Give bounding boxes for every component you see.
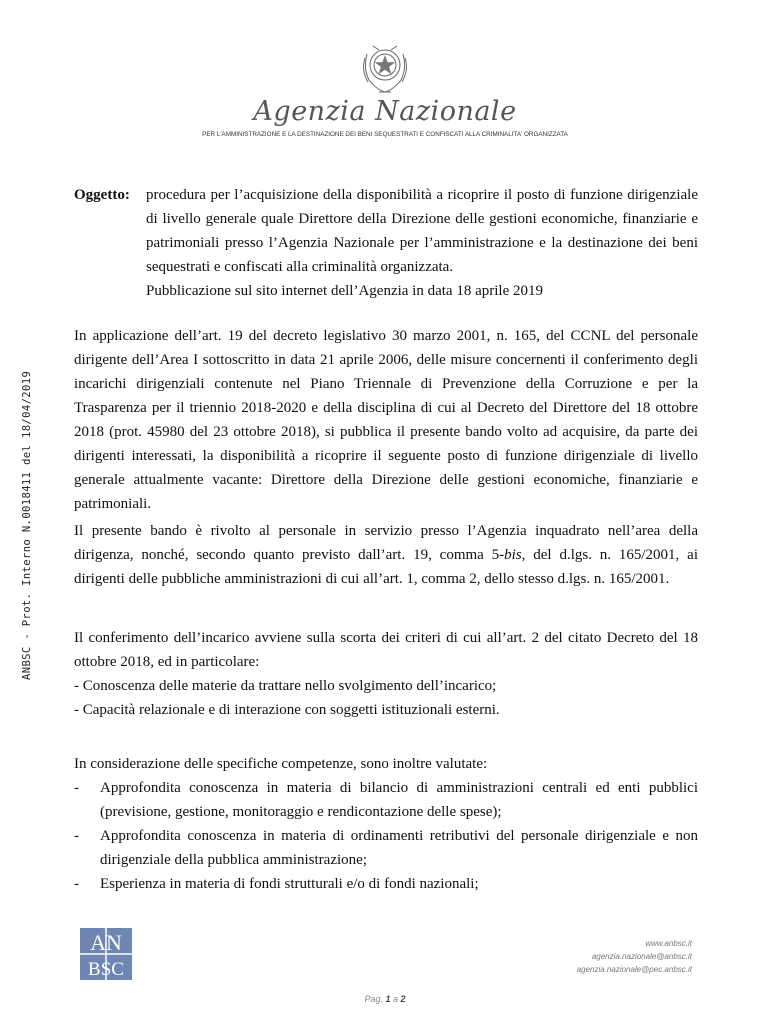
anbsc-logo	[80, 928, 132, 980]
paragraph-application: In applicazione dell’art. 19 del decreto legislativo 30 marzo 2001, n. 165, del CCNL del personale dirigente dell’Area I sottoscritto in data 21 aprile 2006, delle misure concernenti il conferimento degli incarichi dirigenziali contenute nel Piano Triennale di Prevenzione della Corruzione e per la Trasparenza per il triennio 2018-2020 e della disciplina di cui al Decreto del Direttore del 18 ottobre 2018 (prot. 45980 del 23 ottobre 2018), si pubblica il presente bando volto ad acquisire, da parte dei dirigenti interessati, la disponibilità a ricoprire il seguente posto di funzione dirigenziale di livello generale attualmente vacante: Direttore della Direzione delle gestioni economiche, finanziarie e patrimoniali.	[74, 328, 698, 512]
publication-note: Pubblicazione sul sito internet dell’Agenzia in data 18 aprile 2019	[146, 283, 543, 299]
list-item	[74, 872, 698, 896]
subject-text: procedura per l’acquisizione della disponibilità a ricoprire il posto di funzione dirigenziale di livello generale quale Direttore della Direzione delle gestioni economiche, finanziarie e patrimoniali presso l’Agenzia Nazionale per l’amministrazione e la destinazione dei beni sequestrati e confiscati alla criminalità organizzata.	[146, 187, 698, 275]
paragraph-criteria	[74, 626, 698, 722]
paragraph-recipients	[74, 519, 698, 591]
criteria-item: - Capacità relazionale e di interazione con soggetti istituzionali esterni.	[74, 702, 500, 718]
list-item	[74, 776, 698, 824]
list-dash: -	[74, 828, 79, 844]
page-number	[0, 994, 770, 1004]
criteria-intro: Il conferimento dell’incarico avviene sulla scorta dei criteri di cui all’art. 2 del citato Decreto del 18 ottobre 2018, ed in particolare:	[74, 630, 698, 670]
page-of: a	[393, 994, 399, 1004]
agency-subtitle: PER L'AMMINISTRAZIONE E LA DESTINAZIONE DEI BENI SEQUESTRATI E CONFISCATI ALLA CRIMINALITA' ORGANIZZATA	[202, 131, 568, 138]
page-total: 2	[400, 994, 406, 1004]
website-link[interactable]: www.anbsc.it	[645, 939, 692, 948]
pec-link[interactable]: agenzia.nazionale@pec.anbsc.it	[576, 965, 692, 974]
protocol-stamp: ANBSC - Prot. Interno N.0018411 del 18/04/2019	[21, 370, 33, 680]
footer-contacts	[577, 937, 692, 976]
list-item-text: Approfondita conoscenza in materia di ordinamenti retributivi del personale dirigenziale e non dirigenziale della pubblica amministrazione;	[100, 828, 698, 868]
list-dash: -	[74, 780, 79, 796]
list-item	[74, 824, 698, 872]
paragraph-competences: In considerazione delle specifiche competenze, sono inoltre valutate:	[74, 756, 488, 772]
agency-title: Agenzia Nazionale	[253, 96, 517, 127]
logo-text-top: AN	[90, 930, 122, 955]
republic-emblem-icon	[359, 40, 411, 96]
criteria-item: - Conoscenza delle materie da trattare nello svolgimento dell’incarico;	[74, 678, 497, 694]
subject-body	[146, 183, 698, 303]
subject-label: Oggetto:	[74, 187, 130, 203]
competences-list	[74, 776, 698, 896]
recipients-text-2: , del d.lgs. n. 165/2001, ai dirigenti delle pubbliche amministrazioni di cui all’art. 1, comma 2, dello stesso d.lgs. n. 165/2001.	[74, 547, 698, 587]
recipients-italic: bis	[504, 547, 522, 563]
page-prefix: Pag.	[364, 994, 383, 1004]
email-link[interactable]: agenzia.nazionale@anbsc.it	[591, 952, 692, 961]
list-item-text: Esperienza in materia di fondi strutturali e/o di fondi nazionali;	[100, 876, 479, 892]
recipients-text-1: Il presente bando è rivolto al personale in servizio presso l’Agenzia inquadrato nell’area della dirigenza, nonché, secondo quanto previsto dall’art. 19, comma 5-	[74, 523, 698, 563]
list-dash: -	[74, 876, 79, 892]
logo-text-bottom: BSC	[88, 959, 124, 980]
page-current: 1	[385, 994, 391, 1004]
list-item-text: Approfondita conoscenza in materia di bilancio di amministrazioni centrali ed enti pubblici (previsione, gestione, monitoraggio e rendicontazione delle spese);	[100, 780, 698, 820]
